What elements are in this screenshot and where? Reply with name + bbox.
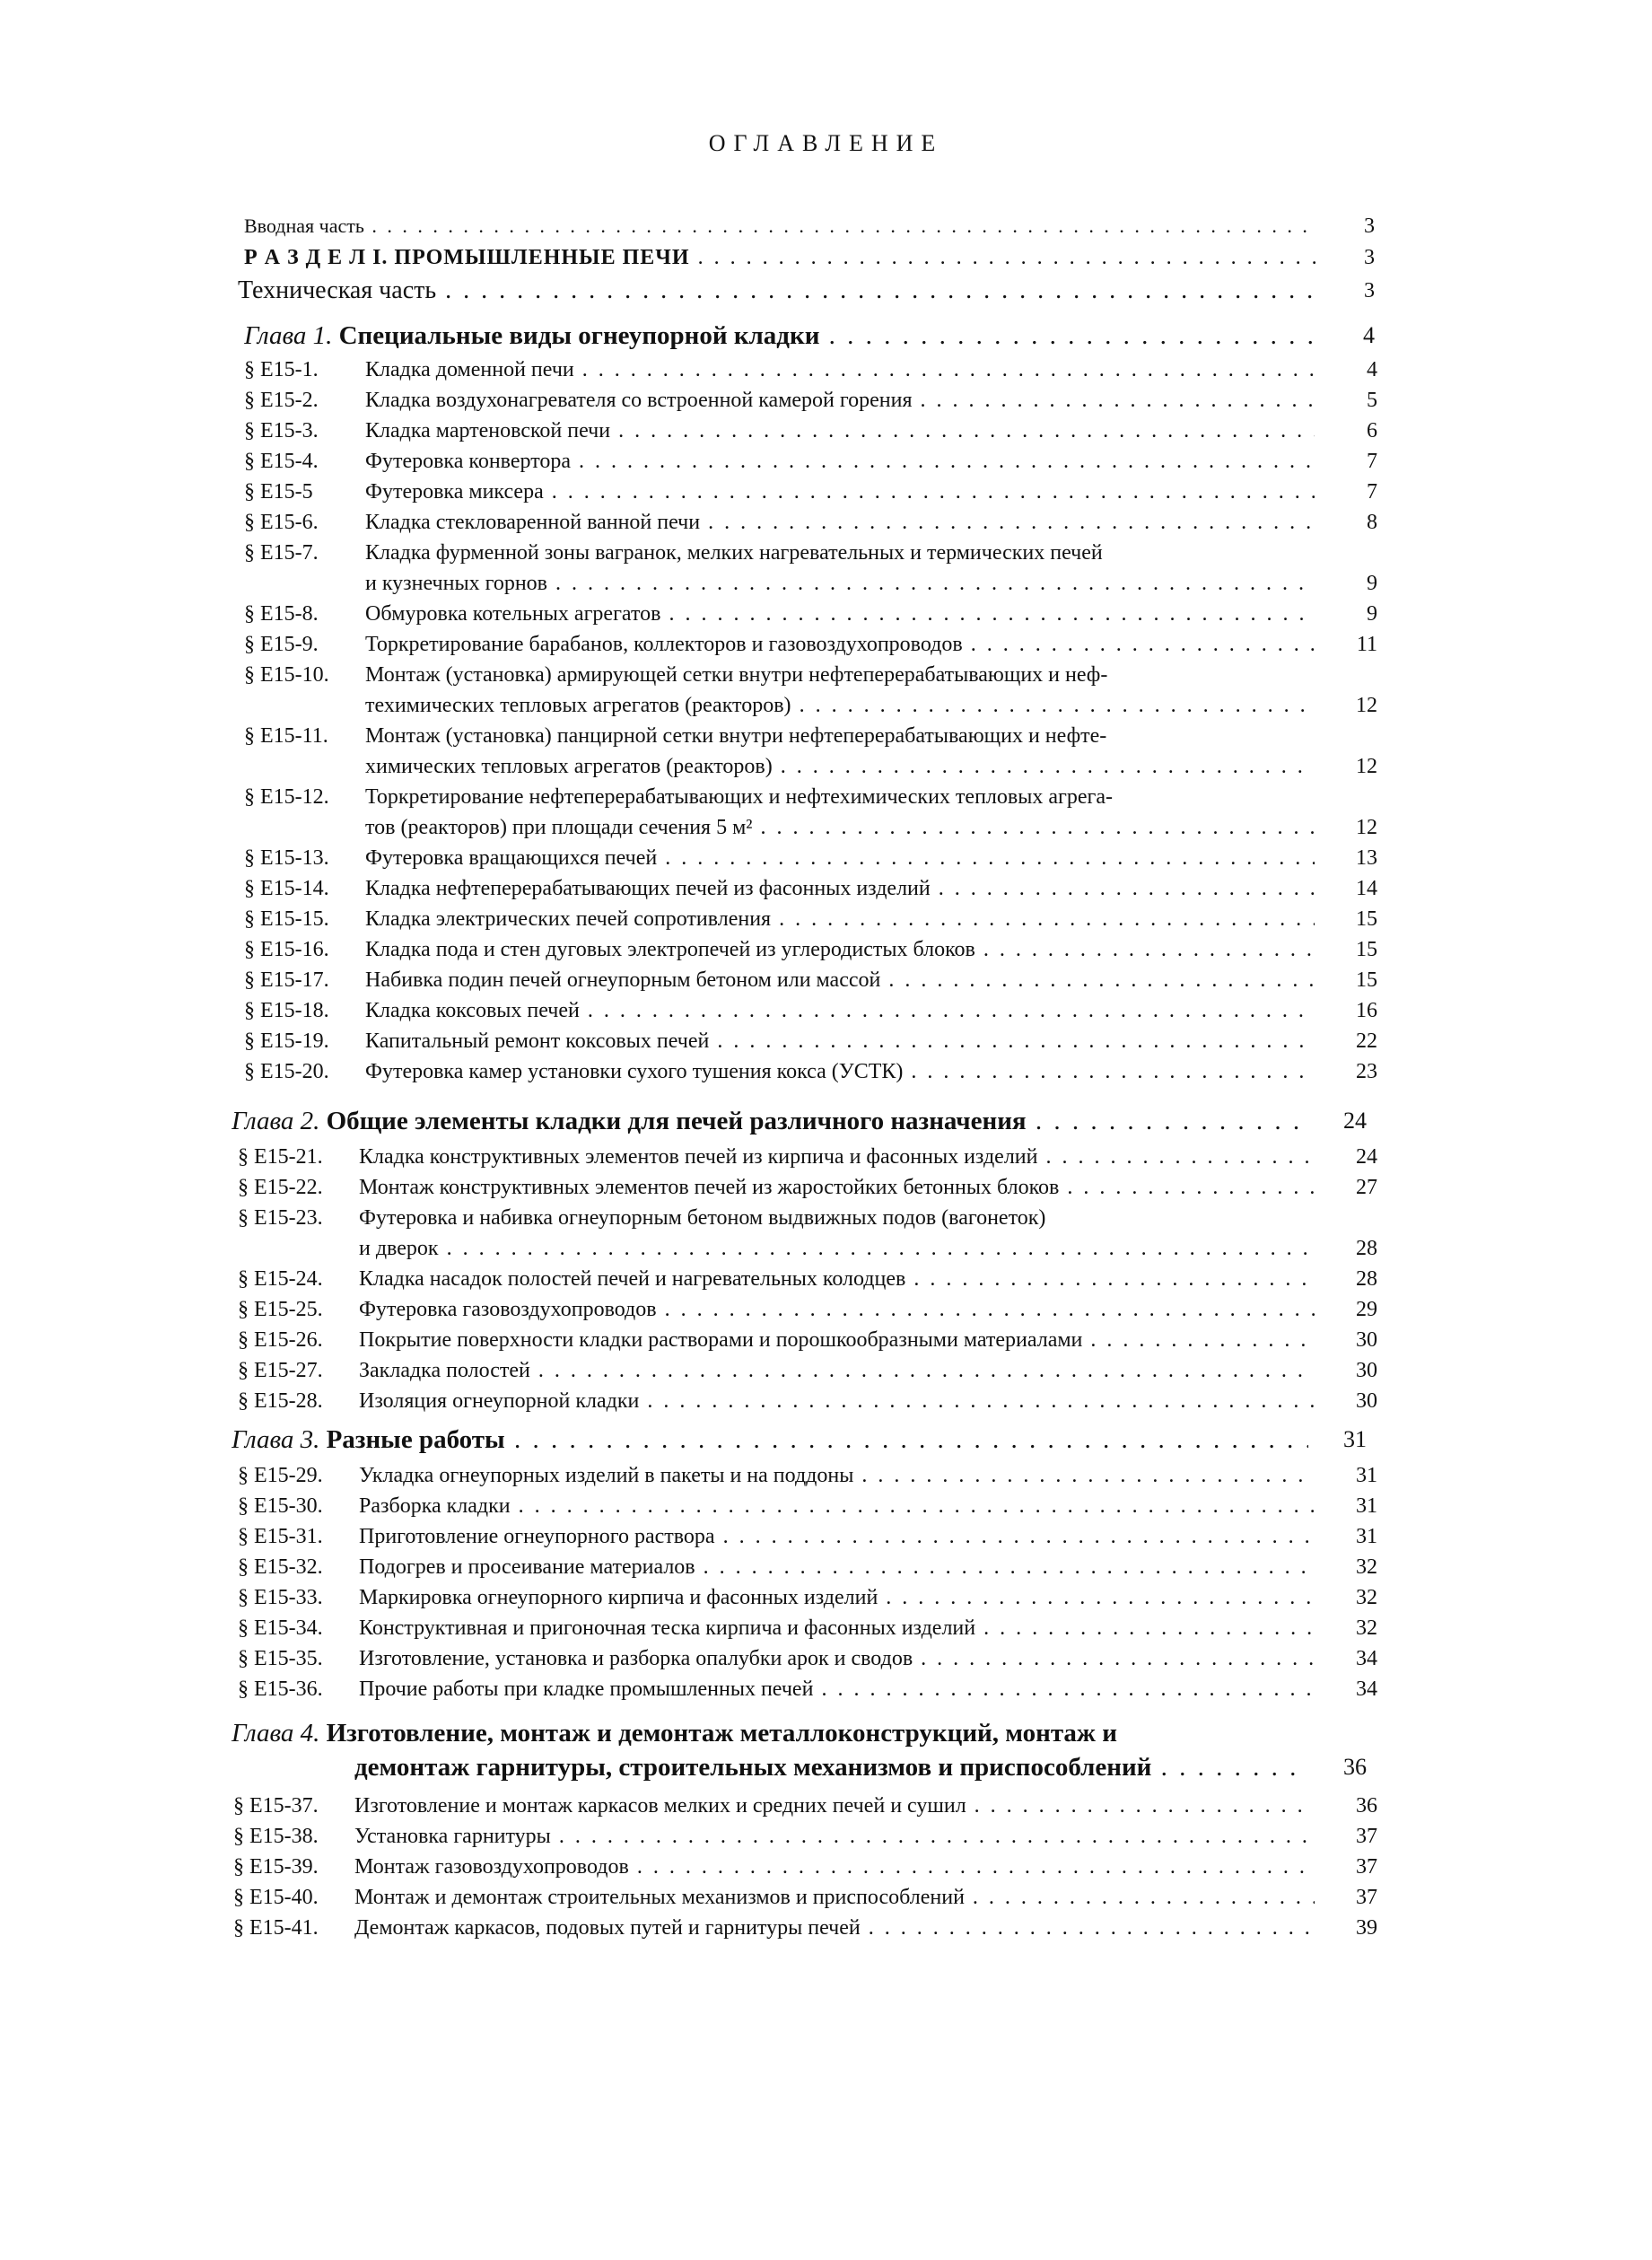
toc-page-number: 31 xyxy=(1356,1525,1377,1548)
toc-page-number: 29 xyxy=(1356,1298,1377,1321)
paragraph-number: § Е15-16. xyxy=(244,938,329,961)
paragraph-title: Футеровка вращающихся печей . . . xyxy=(365,843,1315,873)
toc-page-number: 6 xyxy=(1367,419,1377,442)
paragraph-number: § Е15-2. xyxy=(244,389,319,412)
paragraph-title: Изготовление и монтаж каркасов мелких и средних печей и сушил . . . xyxy=(354,1791,1315,1821)
toc-page-number: 3 xyxy=(1364,279,1375,302)
toc-page-number: 16 xyxy=(1356,999,1377,1022)
paragraph-title: Кладка фурменной зоны вагранок, мелких нагревательных и термических печей xyxy=(365,541,1103,565)
paragraph-number: § Е15-5 xyxy=(244,480,313,504)
paragraph-number: § Е15-25. xyxy=(238,1298,323,1321)
toc-page-number: 15 xyxy=(1356,907,1377,931)
paragraph-title: Кладка конструктивных элементов печей из кирпича и фасонных изделий . . . xyxy=(359,1142,1315,1172)
toc-page-number: 24 xyxy=(1343,1108,1367,1134)
chapter-title: Разные работы xyxy=(326,1425,505,1454)
toc-page-number: 27 xyxy=(1356,1176,1377,1199)
paragraph-number: § Е15-17. xyxy=(244,968,329,992)
toc-page-number: 30 xyxy=(1356,1389,1377,1413)
paragraph-number: § Е15-1. xyxy=(244,358,319,381)
toc-page-number: 4 xyxy=(1367,358,1377,381)
toc-entry-technical xyxy=(238,276,1375,311)
chapter-title: Общие элементы кладки для печей различного назначения xyxy=(326,1107,1027,1135)
paragraph-title: Футеровка и набивка огнеупорным бетоном выдвижных подов (вагонеток) xyxy=(359,1206,1046,1230)
paragraph-number: § Е15-7. xyxy=(244,541,319,565)
paragraph-number: § Е15-9. xyxy=(244,633,319,656)
paragraph-title: Монтаж газовоздухопроводов . . . xyxy=(354,1852,1315,1882)
paragraph-number: § Е15-15. xyxy=(244,907,329,931)
paragraph-number: § Е15-20. xyxy=(244,1060,329,1083)
chapter-2-heading xyxy=(232,1104,1379,1140)
toc-entry-text: Р А З Д Е Л I. ПРОМЫШЛЕННЫЕ ПЕЧИ . . . xyxy=(244,242,1316,273)
paragraph-title: Кладка доменной печи . . . xyxy=(365,355,1315,385)
paragraph-title: Футеровка камер установки сухого тушения кокса (УСТК) . . . xyxy=(365,1056,1315,1087)
toc-entry-text: Техническая часть . . . xyxy=(238,276,1316,306)
toc-page-number: 34 xyxy=(1356,1647,1377,1670)
paragraph-title-continued: тов (реакторов) при площади сечения 5 м² . . . xyxy=(365,812,1315,843)
toc-page-number: 12 xyxy=(1356,694,1377,717)
paragraph-title: Футеровка миксера . . . xyxy=(365,477,1315,507)
toc-page-number: 28 xyxy=(1356,1267,1377,1291)
toc-page-number: 39 xyxy=(1356,1916,1377,1940)
paragraph-number: § Е15-27. xyxy=(238,1359,323,1382)
paragraph-number: § Е15-30. xyxy=(238,1494,323,1518)
paragraph-title: Кладка стекловаренной ванной печи . . . xyxy=(365,507,1315,538)
chapter-label: Глава 1. xyxy=(244,321,333,350)
toc-page-number: 36 xyxy=(1356,1794,1377,1818)
toc-page-number: 8 xyxy=(1367,511,1377,534)
toc-page-number: 31 xyxy=(1343,1426,1367,1452)
paragraph-title: Торкретирование нефтеперерабатывающих и нефтехимических тепловых агрега- xyxy=(365,785,1113,809)
paragraph-title: Покрытие поверхности кладки растворами и порошкообразными материалами . . . xyxy=(359,1325,1315,1355)
chapter-1-heading xyxy=(244,319,1379,355)
paragraph-title: Прочие работы при кладке промышленных печей . . . xyxy=(359,1674,1315,1704)
paragraph-number: § Е15-23. xyxy=(238,1206,323,1230)
toc-page-number: 30 xyxy=(1356,1359,1377,1382)
toc-page-number: 7 xyxy=(1367,450,1377,473)
paragraph-title: Разборка кладки . . . xyxy=(359,1491,1315,1521)
paragraph-number: § Е15-8. xyxy=(244,602,319,626)
paragraph-title-continued: химических тепловых агрегатов (реакторов) . . . xyxy=(365,751,1315,782)
toc-page-number: 11 xyxy=(1356,633,1377,656)
paragraph-title: Изоляция огнеупорной кладки . . . xyxy=(359,1386,1315,1416)
paragraph-number: § Е15-12. xyxy=(244,785,329,809)
chapter-label: Глава 4. xyxy=(232,1719,320,1748)
paragraph-title: Монтаж (установка) армирующей сетки внутри нефтеперерабатывающих и неф- xyxy=(365,663,1108,687)
toc-page-number: 36 xyxy=(1343,1754,1367,1780)
paragraph-title: Укладка огнеупорных изделий в пакеты и на поддоны . . . xyxy=(359,1460,1315,1491)
paragraph-title-continued: и дверок . . . xyxy=(359,1233,1315,1264)
paragraph-title: Конструктивная и пригоночная теска кирпича и фасонных изделий . . . xyxy=(359,1613,1315,1643)
toc-page-number: 37 xyxy=(1356,1855,1377,1879)
paragraph-number: § Е15-13. xyxy=(244,846,329,870)
paragraph-title: Маркировка огнеупорного кирпича и фасонных изделий . . . xyxy=(359,1582,1315,1613)
toc-page-number: 9 xyxy=(1367,572,1377,595)
paragraph-number: § Е15-3. xyxy=(244,419,319,442)
toc-page-number: 7 xyxy=(1367,480,1377,504)
toc-page-number: 3 xyxy=(1364,215,1375,238)
toc-page-number: 15 xyxy=(1356,938,1377,961)
paragraph-number: § Е15-4. xyxy=(244,450,319,473)
paragraph-title: Монтаж (установка) панцирной сетки внутри нефтеперерабатывающих и нефте- xyxy=(365,724,1107,748)
paragraph-number: § Е15-19. xyxy=(244,1029,329,1053)
toc-page-number: 31 xyxy=(1356,1494,1377,1518)
paragraph-title: Кладка пода и стен дуговых электропечей из углеродистых блоков . . . xyxy=(365,934,1315,965)
toc-page-number: 32 xyxy=(1356,1616,1377,1640)
chapter-3-heading xyxy=(232,1423,1379,1458)
paragraph-number: § Е15-22. xyxy=(238,1176,323,1199)
paragraph-title: Монтаж и демонтаж строительных механизмов и приспособлений . . . xyxy=(354,1882,1315,1913)
toc-page-number: 9 xyxy=(1367,602,1377,626)
paragraph-title: Приготовление огнеупорного раствора . . . xyxy=(359,1521,1315,1552)
paragraph-number: § Е15-36. xyxy=(238,1677,323,1701)
toc-page-number: 30 xyxy=(1356,1328,1377,1352)
paragraph-number: § Е15-21. xyxy=(238,1145,323,1169)
paragraph-title-continued: и кузнечных горнов . . . xyxy=(365,568,1315,599)
toc-page-number: 31 xyxy=(1356,1464,1377,1487)
toc-page-number: 28 xyxy=(1356,1237,1377,1260)
chapter-title: Изготовление, монтаж и демонтаж металлоконструкций, монтаж и xyxy=(326,1719,1117,1748)
toc-page-number: 24 xyxy=(1356,1145,1377,1169)
paragraph-number: § Е15-37. xyxy=(233,1794,319,1818)
paragraph-number: § Е15-32. xyxy=(238,1555,323,1579)
toc-page-number: 32 xyxy=(1356,1586,1377,1609)
paragraph-number: § Е15-28. xyxy=(238,1389,323,1413)
paragraph-title-continued: техимических тепловых агрегатов (реакторов) . . . xyxy=(365,690,1315,721)
paragraph-title: Кладка насадок полостей печей и нагревательных колодцев . . . xyxy=(359,1264,1315,1294)
toc-page-number: 3 xyxy=(1364,246,1375,269)
chapter-label: Глава 3. xyxy=(232,1425,320,1454)
paragraph-title: Кладка мартеновской печи . . . xyxy=(365,416,1315,446)
toc-page-number: 37 xyxy=(1356,1886,1377,1909)
toc-page-number: 14 xyxy=(1356,877,1377,900)
toc-page-number: 23 xyxy=(1356,1060,1377,1083)
paragraph-title: Капитальный ремонт коксовых печей . . . xyxy=(365,1026,1315,1056)
paragraph-number: § Е15-35. xyxy=(238,1647,323,1670)
toc-page-number: 22 xyxy=(1356,1029,1377,1053)
toc-page-number: 32 xyxy=(1356,1555,1377,1579)
paragraph-title: Демонтаж каркасов, подовых путей и гарнитуры печей . . . xyxy=(354,1913,1315,1943)
paragraph-number: § Е15-38. xyxy=(233,1825,319,1848)
paragraph-title: Закладка полостей . . . xyxy=(359,1355,1315,1386)
paragraph-number: § Е15-29. xyxy=(238,1464,323,1487)
paragraph-title: Обмуровка котельных агрегатов . . . xyxy=(365,599,1315,629)
page-title: ОГЛАВЛЕНИЕ xyxy=(708,130,944,156)
paragraph-title: Кладка электрических печей сопротивления . . . xyxy=(365,904,1315,934)
paragraph-number: § Е15-26. xyxy=(238,1328,323,1352)
toc-page-number: 5 xyxy=(1367,389,1377,412)
paragraph-title: Изготовление, установка и разборка опалубки арок и сводов . . . xyxy=(359,1643,1315,1674)
paragraph-number: § Е15-18. xyxy=(244,999,329,1022)
paragraph-number: § Е15-34. xyxy=(238,1616,323,1640)
paragraph-title: Торкретирование барабанов, коллекторов и газовоздухопроводов . . . xyxy=(365,629,1315,660)
paragraph-title: Подогрев и просеивание материалов . . . xyxy=(359,1552,1315,1582)
paragraph-number: § Е15-14. xyxy=(244,877,329,900)
toc-entry-intro xyxy=(244,211,1375,247)
toc-entry-section xyxy=(244,242,1375,278)
toc-page-number: 4 xyxy=(1363,322,1375,348)
toc-page-number: 37 xyxy=(1356,1825,1377,1848)
toc-page-number: 15 xyxy=(1356,968,1377,992)
toc-page-number: 13 xyxy=(1356,846,1377,870)
paragraph-number: § Е15-40. xyxy=(233,1886,319,1909)
paragraph-title: Монтаж конструктивных элементов печей из жаростойких бетонных блоков . . . xyxy=(359,1172,1315,1203)
toc-page-number: 12 xyxy=(1356,755,1377,778)
paragraph-title: Кладка нефтеперерабатывающих печей из фасонных изделий . . . xyxy=(365,873,1315,904)
chapter-4-heading xyxy=(232,1716,1379,1788)
paragraph-title: Футеровка конвертора . . . xyxy=(365,446,1315,477)
paragraph-number: § Е15-11. xyxy=(244,724,328,748)
paragraph-title: Кладка коксовых печей . . . xyxy=(365,995,1315,1026)
paragraph-number: § Е15-10. xyxy=(244,663,329,687)
chapter-title: Специальные виды огнеупорной кладки xyxy=(338,321,820,350)
paragraph-number: § Е15-31. xyxy=(238,1525,323,1548)
paragraph-number: § Е15-24. xyxy=(238,1267,323,1291)
paragraph-number: § Е15-39. xyxy=(233,1855,319,1879)
chapter-label: Глава 2. xyxy=(232,1107,320,1135)
toc-entry-text: Вводная часть . . . xyxy=(244,211,1316,241)
paragraph-title: Кладка воздухонагревателя со встроенной камерой горения . . . xyxy=(365,385,1315,416)
paragraph-title: Набивка подин печей огнеупорным бетоном или массой . . . xyxy=(365,965,1315,995)
toc-page-number: 34 xyxy=(1356,1677,1377,1701)
paragraph-number: § Е15-6. xyxy=(244,511,319,534)
paragraph-number: § Е15-33. xyxy=(238,1586,323,1609)
chapter-title-line-2: демонтаж гарнитуры, строительных механизмов и приспособлений xyxy=(354,1753,1152,1782)
paragraph-number: § Е15-41. xyxy=(233,1916,319,1940)
toc-page-number: 12 xyxy=(1356,816,1377,839)
paragraph-title: Футеровка газовоздухопроводов . . . xyxy=(359,1294,1315,1325)
paragraph-title: Установка гарнитуры . . . xyxy=(354,1821,1315,1852)
